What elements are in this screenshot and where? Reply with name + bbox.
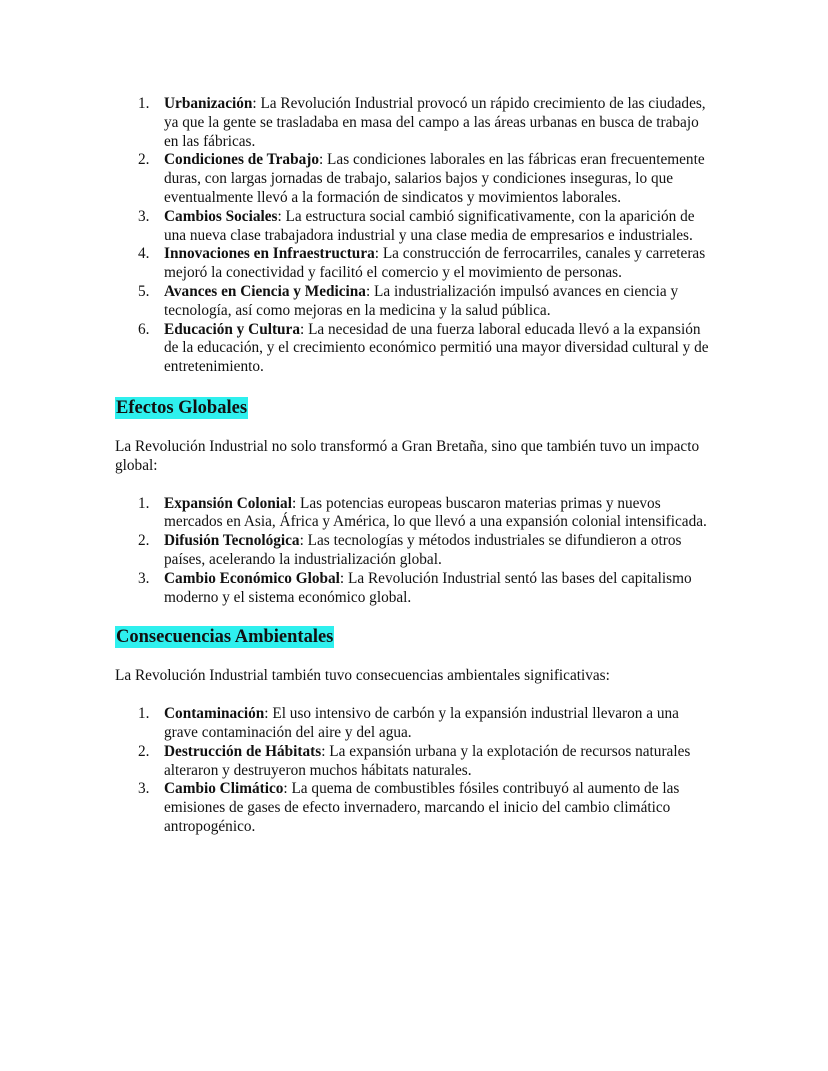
- list-text: : La necesidad de una fuerza laboral educada llevó a la expansión de la educación, y el crecimiento económico permitió una mayor diversidad cultural y de entretenimiento.: [164, 320, 709, 376]
- list-item: [115, 780, 715, 836]
- list-term: Cambios Sociales: [164, 207, 278, 225]
- list-number: 2.: [138, 532, 150, 550]
- list-text: : La industrialización impulsó avances en ciencia y tecnología, así como mejoras en la medicina y la salud pública.: [164, 282, 679, 319]
- list-text: : La expansión urbana y la explotación de recursos naturales alteraron y destruyeron muchos hábitats naturales.: [164, 742, 691, 779]
- global-effects-heading-wrap: [115, 397, 715, 420]
- list-text: : La estructura social cambió significativamente, con la aparición de una nueva clase trabajadora industrial y una clase media de empresarios e industriales.: [164, 207, 695, 244]
- list-term: Educación y Cultura: [164, 320, 300, 338]
- global-effects-list: [115, 495, 715, 608]
- list-item: [115, 245, 715, 283]
- list-item: [115, 570, 715, 608]
- list-number: 3.: [138, 780, 150, 798]
- list-number: 4.: [138, 245, 150, 263]
- list-number: 6.: [138, 320, 150, 338]
- list-term: Difusión Tecnológica: [164, 532, 300, 550]
- list-item: [115, 208, 715, 246]
- list-text: : Las potencias europeas buscaron materias primas y nuevos mercados en Asia, África y América, lo que llevó a una expansión colonial intensificada.: [164, 494, 707, 531]
- list-number: 3.: [138, 207, 150, 225]
- list-term: Condiciones de Trabajo: [164, 151, 319, 169]
- list-text: : La Revolución Industrial provocó un rápido crecimiento de las ciudades, ya que la gente se trasladaba en masa del campo a las áreas urbanas en busca de trabajo en las fábricas.: [164, 95, 706, 150]
- environment-intro: La Revolución Industrial también tuvo consecuencias ambientales significativas:: [115, 667, 610, 685]
- list-term: Contaminación: [164, 705, 265, 723]
- list-item: [115, 743, 715, 781]
- list-term: Cambio Económico Global: [164, 569, 340, 587]
- list-text: : El uso intensivo de carbón y la expansión industrial llevaron a una grave contaminación del aire y del agua.: [164, 705, 679, 741]
- environment-list: [115, 705, 715, 837]
- list-item: [115, 321, 715, 377]
- list-term: Innovaciones en Infraestructura: [164, 245, 375, 263]
- list-number: 1.: [138, 494, 150, 512]
- list-text: : La construcción de ferrocarriles, canales y carreteras mejoró la conectividad y facilitó el comercio y el movimiento de personas.: [164, 245, 706, 282]
- list-number: 1.: [138, 95, 150, 112]
- list-term: Cambio Climático: [164, 780, 284, 798]
- list-term: Urbanización: [164, 95, 253, 112]
- global-effects-heading: Efectos Globales: [116, 397, 248, 418]
- list-item: [115, 95, 715, 151]
- list-number: 1.: [138, 705, 150, 723]
- list-item: [115, 151, 715, 207]
- document-content: [115, 95, 715, 837]
- list-term: Expansión Colonial: [164, 494, 292, 512]
- list-item: [115, 705, 715, 743]
- list-text: : Las condiciones laborales en las fábricas eran frecuentemente duras, con largas jornadas de trabajo, salarios bajos y condiciones inseguras, lo que eventualmente llevó a la formación de sindicatos y movimientos laborales.: [164, 151, 705, 206]
- environment-heading-wrap: [115, 626, 715, 649]
- list-item: [115, 495, 715, 533]
- list-number: 2.: [138, 151, 150, 169]
- list-number: 3.: [138, 569, 150, 587]
- list-text: : La Revolución Industrial sentó las bases del capitalismo moderno y el sistema económico global.: [164, 569, 692, 606]
- global-effects-intro: La Revolución Industrial no solo transformó a Gran Bretaña, sino que también tuvo un impacto global:: [115, 437, 700, 474]
- list-item: [115, 532, 715, 570]
- list-number: 5.: [138, 282, 150, 300]
- list-text: : Las tecnologías y métodos industriales se difundieron a otros países, acelerando la industrialización global.: [164, 532, 682, 568]
- social-effects-list: [115, 95, 715, 377]
- list-number: 2.: [138, 742, 150, 760]
- list-term: Avances en Ciencia y Medicina: [164, 282, 366, 300]
- list-text: : La quema de combustibles fósiles contribuyó al aumento de las emisiones de gases de efecto invernadero, marcando el inicio del cambio climático antropogénico.: [164, 780, 680, 835]
- environment-heading: Consecuencias Ambientales: [116, 627, 334, 648]
- list-item: [115, 283, 715, 321]
- list-term: Destrucción de Hábitats: [164, 742, 322, 760]
